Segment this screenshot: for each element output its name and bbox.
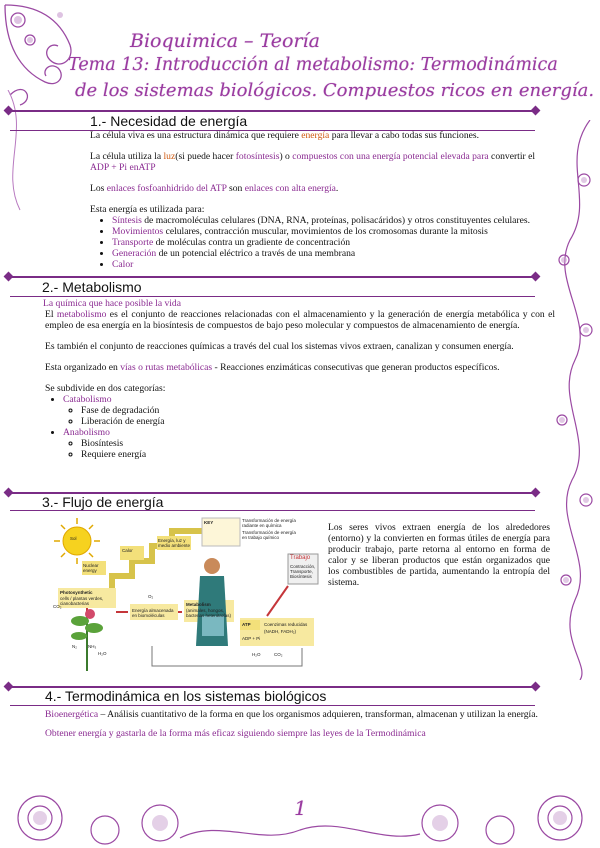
figure-label: NH₃ xyxy=(88,644,97,649)
list-item: ◦ Requiere energía xyxy=(81,449,555,460)
figure-label: (NADH, FADH₂) xyxy=(264,629,296,634)
list-item: • Calor xyxy=(112,259,550,270)
figure-label: Trabajo xyxy=(290,555,311,561)
list-item: • Movimientos celulares, contracción muscular, movimientos de los cromosomas durante la mitosis xyxy=(112,226,550,237)
paragraph: Esta organizado en vías o rutas metabólicas - Reacciones enzimáticas consecutivas que generan productos específicos. xyxy=(45,362,500,373)
figure-label: Photosynthetic xyxy=(60,590,93,595)
energy-uses-list xyxy=(90,215,550,270)
figure-label: Calor xyxy=(122,548,133,553)
list-item: • Síntesis de macromoléculas celulares (DNA, RNA, proteínas, polisacáridos) y otros constituyentes celulares. xyxy=(112,215,550,226)
section-rule xyxy=(10,276,535,278)
section-3-title: 3.- Flujo de energía xyxy=(42,494,164,510)
paragraph: La célula viva es una estructura dinámica que requiere energía para llevar a cabo todas sus funciones. xyxy=(90,130,480,141)
paragraph: La célula utiliza la luz(si puede hacer fotosíntesis) o compuestos con una energía potencial elevada para convertir el ADP + Pi enATP xyxy=(90,151,536,173)
document-title-line2: de los sistemas biológicos. Compuestos ricos en energía. xyxy=(75,80,595,101)
document-title-line1: Tema 13: Introducción al metabolismo: Termodinámica xyxy=(68,55,558,75)
figure-label: Coenzimas reducidas xyxy=(264,622,308,627)
rule-diamond-right xyxy=(531,272,541,282)
plant-icon xyxy=(71,609,103,671)
list-item: • Transporte de moléculas contra un gradiente de concentración xyxy=(112,237,550,248)
section-2-body xyxy=(45,298,555,460)
rule-diamond-right xyxy=(531,106,541,116)
section-1-body xyxy=(90,130,550,270)
section-2-subtitle: La química que hace posible la vida xyxy=(43,298,181,309)
metabolism-categories xyxy=(45,394,555,460)
energy-flow-text: Los seres vivos extraen energía de los alrededores (entorno) y la convierten en formas útiles de energía para producir trabajo, parte retorna al entorno en forma de calor y se liberan productos que están organizados que los combustibles de partida, aumentando la entropía del sistema. xyxy=(328,522,550,588)
figure-label: O₂ xyxy=(148,594,154,599)
document-subject: Bioquimica – Teoría xyxy=(130,30,320,52)
figure-label: Energía almacenada en biomoléculas xyxy=(132,608,174,618)
figure-label: KEY xyxy=(204,520,214,525)
figure-label: CO₂ xyxy=(274,652,283,657)
figure-label: CO₂ xyxy=(53,604,62,609)
paragraph: El metabolismo es el conjunto de reacciones relacionadas con el almacenamiento y la generación de energía metabólica y con el empleo de esa energía en la biosíntesis de compuestos de bajo peso molecular y compuestos de almacenamiento de energía. xyxy=(45,309,555,331)
section-4-title: 4.- Termodinámica en los sistemas biológicos xyxy=(45,688,327,704)
rule-diamond-right xyxy=(531,488,541,498)
figure-label: N₂ xyxy=(72,644,77,649)
section-4-body xyxy=(45,709,555,739)
section-rule xyxy=(10,110,535,112)
list-item: ◦ Biosíntesis xyxy=(81,438,555,449)
section-underline xyxy=(10,705,535,706)
list-item: • Generación de un potencial eléctrico a través de una membrana xyxy=(112,248,550,259)
rule-diamond-right xyxy=(531,682,541,692)
figure-label: cells / plantas verdes, cianobacterias xyxy=(60,596,104,606)
figure-label: ATP xyxy=(242,622,251,627)
paragraph: Bioenergética – Análisis cuantitativo de la forma en que los organismos adquieren, transforman, almacenan y utilizan la energía. xyxy=(45,709,538,720)
figure-label: H₂O xyxy=(98,651,107,656)
section-1-title: 1.- Necesidad de energía xyxy=(90,113,248,129)
paragraph: Esta energía es utilizada para: xyxy=(90,204,205,215)
paragraph: Los enlaces fosfoanhidrido del ATP son enlaces con alta energía. xyxy=(90,183,339,194)
figure-label: Sol xyxy=(70,536,77,541)
figure-label: Nuclear energy xyxy=(83,563,99,573)
floral-border-left xyxy=(0,90,40,690)
figure-label: Transformación de energía en trabajo químico xyxy=(242,530,296,540)
sun-icon xyxy=(54,518,100,564)
list-item: • Anabolismo ◦ Biosíntesis ◦ Requiere energía xyxy=(63,427,555,460)
figure-label: (animales, hongos, bacterias heterótrofas) xyxy=(186,608,232,618)
figure-label: ADP + Pi xyxy=(242,636,261,641)
section-2-title: 2.- Metabolismo xyxy=(42,279,142,295)
list-item: ◦ Liberación de energía xyxy=(81,416,555,427)
figure-label: Energía, luz y medio ambiente xyxy=(158,538,191,548)
figure-label: Metabolism xyxy=(186,602,211,607)
page-number: 1 xyxy=(294,796,307,820)
paragraph: Es también el conjunto de reacciones químicas a través del cual los sistemas vivos extraen, canalizan y consumen energía. xyxy=(45,341,514,352)
section-underline xyxy=(10,296,535,297)
energy-flow-figure xyxy=(52,516,320,676)
list-item: • Catabolismo ◦ Fase de degradación ◦ Liberación de energía xyxy=(63,394,555,427)
figure-label: Transformación de energía radiante en química xyxy=(242,518,296,528)
paragraph: Se subdivide en dos categorías: xyxy=(45,383,166,394)
figure-label: Contracción, Transporte, Biosíntesis xyxy=(290,564,316,579)
paragraph: Obtener energía y gastarla de la forma más eficaz siguiendo siempre las leyes de la Termodinámica xyxy=(45,728,426,739)
list-item: ◦ Fase de degradación xyxy=(81,405,555,416)
section-underline xyxy=(10,510,535,511)
figure-label: H₂O xyxy=(252,652,261,657)
